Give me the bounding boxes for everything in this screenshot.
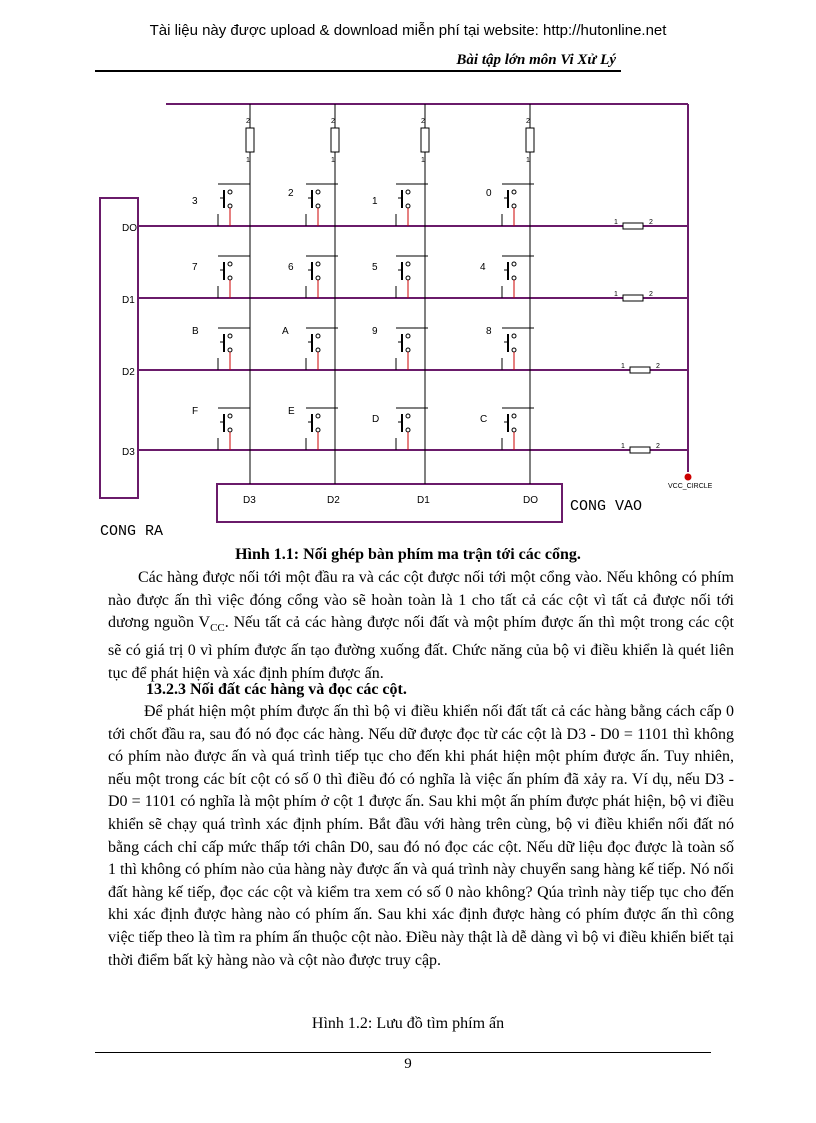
row-label: D1 [122, 295, 135, 306]
key-label: 9 [372, 326, 378, 337]
vcc-label: VCC_CIRCLE [668, 483, 713, 490]
section-heading: 13.2.3 Nối đất các hàng và đọc các cột. [146, 681, 407, 698]
pin-label: 1 [526, 157, 530, 164]
key-label: 7 [192, 262, 198, 273]
download-banner: Tài liệu này được upload & download miễn phí tại website: http://hutonline.net [149, 22, 667, 39]
svg-text:1: 1 [621, 443, 625, 450]
key-label: 6 [288, 262, 294, 273]
row-resistor [623, 295, 643, 301]
figure-caption-2: Hình 1.2: Lưu đồ tìm phím ấn [311, 1015, 505, 1032]
paragraph: Để phát hiện một phím được ấn thì bộ vi điều khiển nối đất tất cả các hàng bằng cách cấp 0 tới chốt đầu ra, sau đó nó đọc các hàng. Nếu dữ được đọc từ các cột là D3 - D0 = 1101 thì không có phím nào được ấn và quá trình tiếp tục cho đến khi phát hiện một phím được ấn. Tuy nhiên, nếu một trong các bít cột có số 0 thì điều đó có nghĩa là việc ấn phím đã xảy ra. Ví dụ, nếu D3 - D0 = 1101 có nghĩa là một phím ở cột 1 được ấn. Sau khi một ấn phím được phát hiện, bộ vi điều khiển sẽ chạy quá trình xác định phím. Bắt đầu với hàng trên cùng, bộ vi điều khiển nối đất nó bằng cách chỉ cấp mức thấp tới chân D0, sau đó nó đọc các cột. Nếu dữ liệu đọc được là toàn số 1 thì không có phím nào của hàng này được ấn và quá trình này chuyển sang hàng kế tiếp. Nó nối đất hàng kế tiếp, đọc các cột và kiểm tra xem có số 0 nào không? Qúa trình này tiếp tục cho đến khi xác định được hàng nào có phím ấn. Sau khi xác định được hàng có phím được ấn thì công việc tiếp theo là tìm ra phím ấn thuộc cột nào. Điều này thật là dễ dàng vì bộ vi điều khiển biết tại thời điểm bất kỳ hàng nào và cột nào được truy cập. [108, 703, 734, 969]
pullup-resistor [526, 128, 534, 152]
col-label: D2 [327, 495, 340, 506]
push-button-switch [502, 256, 534, 298]
footer-rule [95, 1052, 711, 1053]
key-label: 5 [372, 262, 378, 273]
push-button-switch [396, 256, 428, 298]
col-label: DO [523, 495, 538, 506]
push-button-switch [218, 408, 250, 450]
svg-text:2: 2 [656, 443, 660, 450]
push-button-switch [218, 328, 250, 370]
pin-label: 2 [246, 118, 250, 125]
pullup-resistor [246, 128, 254, 152]
pin-label: 2 [421, 118, 425, 125]
key-label: B [192, 326, 199, 337]
key-label: 8 [486, 326, 492, 337]
header-rule [95, 70, 621, 72]
pin-label: 1 [331, 157, 335, 164]
port-out-label: CONG RA [100, 523, 164, 540]
push-button-switch [502, 328, 534, 370]
svg-text:1: 1 [621, 363, 625, 370]
col-label: D1 [417, 495, 430, 506]
svg-text:1: 1 [614, 219, 618, 226]
push-button-switch [396, 328, 428, 370]
pin-label: 2 [526, 118, 530, 125]
keypad-matrix-diagram [90, 90, 730, 540]
col-label: D3 [243, 495, 256, 506]
svg-text:2: 2 [656, 363, 660, 370]
svg-text:2: 2 [649, 291, 653, 298]
push-button-switch [218, 256, 250, 298]
push-button-switch [306, 328, 338, 370]
row-label: D3 [122, 447, 135, 458]
push-button-switch [306, 184, 338, 226]
push-button-switch [396, 408, 428, 450]
pin-label: 1 [421, 157, 425, 164]
push-button-switch [306, 256, 338, 298]
key-label: 2 [288, 188, 294, 199]
row-resistor [630, 447, 650, 453]
row-label: DO [122, 223, 137, 234]
key-label: 0 [486, 188, 492, 199]
push-button-switch [218, 184, 250, 226]
push-button-switch [502, 184, 534, 226]
pin-label: 1 [246, 157, 250, 164]
row-label: D2 [122, 367, 135, 378]
row-resistor [623, 223, 643, 229]
key-label: 4 [480, 262, 486, 273]
key-label: A [282, 326, 289, 337]
pin-label: 2 [331, 118, 335, 125]
key-label: F [192, 406, 199, 417]
figure-caption: Hình 1.1: Nối ghép bàn phím ma trận tới các cổng. [235, 546, 581, 563]
paragraph: Các hàng được nối tới một đầu ra và các cột được nối tới một cổng vào. Nếu không có phím nào được ấn thì việc đóng cổng vào sẽ hoàn toàn là 1 cho tất cả các cột vì tất cả được nối tới dương nguồn $V_{CC}$. Nếu tất cả các hàng được nối đất và một phím được ấn thì một trong các cột sẽ có giá trị 0 vì phím được ấn tạo đường xuống đất. Chức năng của bộ vi điều khiển là quét liên tục để phát hiện và xác định phím được ấn. [108, 569, 734, 682]
key-label: 3 [192, 196, 198, 207]
key-label: E [288, 406, 295, 417]
pullup-resistor [331, 128, 339, 152]
push-button-switch [306, 408, 338, 450]
row-resistor [630, 367, 650, 373]
key-label: C [480, 414, 488, 425]
svg-text:2: 2 [649, 219, 653, 226]
port-in-label: CONG VAO [570, 498, 643, 515]
svg-text:1: 1 [614, 291, 618, 298]
vcc-circle [685, 474, 691, 480]
push-button-switch [396, 184, 428, 226]
key-label: 1 [372, 196, 378, 207]
push-button-switch [502, 408, 534, 450]
pullup-resistor [421, 128, 429, 152]
key-label: D [372, 414, 380, 425]
header-title: Bài tập lớn môn Vi Xử Lý [456, 52, 616, 68]
page-number: 9 [404, 1056, 412, 1072]
